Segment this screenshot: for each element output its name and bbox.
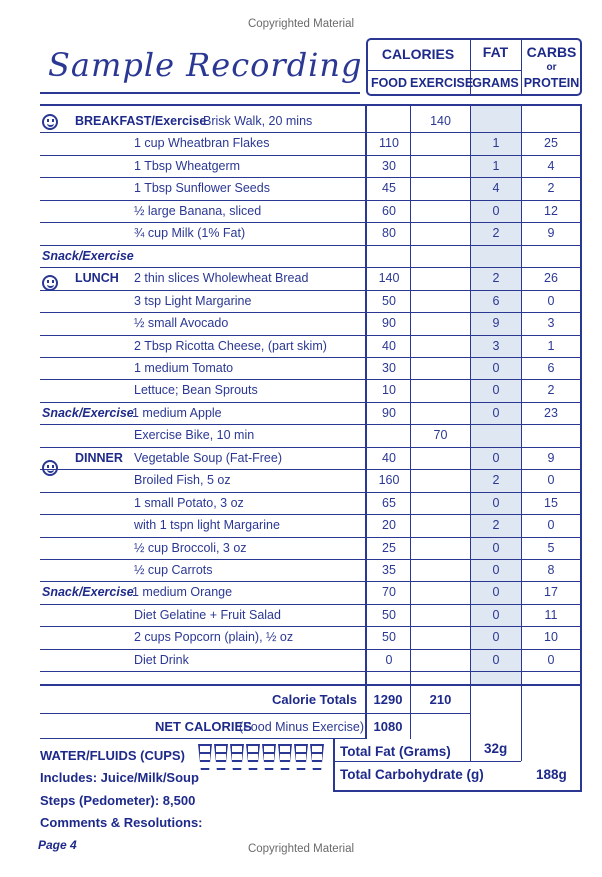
food-calorie-total: 1290 (373, 692, 403, 707)
food-calories: 40 (382, 450, 396, 465)
row-divider (40, 447, 581, 448)
row-divider (40, 492, 581, 493)
water-includes-text: Includes: Juice/Milk/Soup (40, 770, 199, 785)
water-cup-icon (246, 744, 260, 770)
carbs-grams: 23 (544, 405, 558, 420)
food-calories: 50 (382, 630, 396, 645)
smiley-icon (42, 275, 58, 291)
carbs-grams: 15 (544, 495, 558, 510)
row-divider (40, 469, 581, 470)
food-description: ½ cup Carrots (134, 563, 213, 577)
water-fluids-label: WATER/FLUIDS (CUPS) (40, 748, 185, 763)
row-divider (40, 514, 581, 515)
food-description: 1 medium Orange (132, 585, 233, 600)
net-calories-label: NET CALORIES (155, 719, 252, 734)
net-calories-note: (Food Minus Exercise) (239, 720, 365, 734)
row-divider (40, 424, 581, 425)
fat-grams: 0 (492, 405, 500, 420)
food-calories: 40 (382, 338, 396, 353)
steps-pedometer-text: Steps (Pedometer): 8,500 (40, 793, 196, 808)
copyright-notice-bottom: Copyrighted Material (247, 843, 355, 855)
row-divider (40, 581, 581, 582)
fat-grams: 0 (492, 203, 500, 218)
food-description: 1 small Potato, 3 oz (134, 495, 244, 510)
food-description: 2 thin slices Wholewheat Bread (134, 271, 309, 286)
food-description: ½ cup Broccoli, 3 oz (134, 540, 247, 555)
food-description: Vegetable Soup (Fat-Free) (134, 450, 282, 465)
carbs-grams: 5 (547, 540, 555, 555)
carbs-grams: 9 (547, 450, 555, 465)
exercise-calories: 70 (433, 428, 448, 443)
row-divider (40, 537, 581, 538)
water-cup-icon (310, 744, 324, 770)
row-divider (40, 626, 581, 627)
food-description: Lettuce; Bean Sprouts (134, 383, 258, 398)
carbs-grams: 10 (544, 630, 558, 645)
meal-label: LUNCH (75, 271, 119, 286)
food-description: ½ large Banana, sliced (134, 203, 262, 218)
food-calories: 25 (382, 540, 396, 555)
food-description: Broiled Fish, 5 oz (134, 473, 231, 488)
row-divider (40, 132, 581, 133)
water-cup-icon (198, 744, 212, 770)
food-calories: 30 (382, 158, 396, 173)
carbs-grams: 0 (547, 518, 555, 533)
exercise-calorie-total: 210 (429, 692, 452, 707)
row-divider (40, 222, 581, 223)
food-calories: 30 (382, 360, 396, 375)
carbs-grams: 4 (547, 158, 555, 173)
carbs-grams: 2 (547, 181, 555, 196)
water-cup-icon (294, 744, 308, 770)
food-calories: 90 (382, 316, 396, 331)
meal-label: Snack/Exercise (42, 248, 134, 263)
fat-header: FAT (482, 44, 509, 60)
copyright-notice-top: Copyrighted Material (247, 18, 355, 30)
food-calories: 10 (382, 383, 396, 398)
fat-grams: 0 (492, 383, 500, 398)
fat-grams: 0 (492, 652, 500, 667)
row-divider (40, 649, 581, 650)
food-description: 1 medium Tomato (134, 360, 234, 375)
carbs-grams: 2 (547, 383, 555, 398)
water-cup-icon (214, 744, 228, 770)
fat-grams: 2 (492, 473, 500, 488)
row-divider (40, 290, 581, 291)
food-description: 2 Tbsp Ricotta Cheese, (part skim) (134, 338, 327, 353)
row-divider (40, 402, 581, 403)
food-description: 1 cup Wheatbran Flakes (134, 136, 270, 151)
fat-grams: 0 (492, 450, 500, 465)
row-divider (40, 177, 581, 178)
fat-grams: 9 (492, 316, 500, 331)
meal-label: DINNER (75, 450, 123, 465)
carbs-grams: 6 (547, 360, 555, 375)
fat-grams: 2 (492, 226, 500, 241)
carbs-grams: 12 (544, 203, 558, 218)
food-calories: 90 (382, 405, 396, 420)
food-description: Exercise Bike, 10 min (134, 428, 255, 443)
food-header: FOOD (370, 76, 408, 90)
water-cup-icon (230, 744, 244, 770)
fat-grams: 0 (492, 540, 500, 555)
smiley-icon (42, 114, 58, 130)
water-cup-icon (262, 744, 276, 770)
fat-grams: 2 (492, 518, 500, 533)
food-calories: 65 (382, 495, 396, 510)
exercise-calories: 140 (430, 114, 451, 128)
exercise-header: EXERCISE (410, 76, 474, 90)
grams-header: GRAMS (472, 76, 519, 90)
food-description: Diet Drink (134, 652, 189, 667)
total-carbohydrate-label: Total Carbohydrate (g) (340, 767, 484, 782)
carbs-grams: 0 (547, 473, 555, 488)
food-description: ¾ cup Milk (1% Fat) (134, 226, 246, 241)
net-calories-value: 1080 (373, 719, 403, 734)
row-divider (40, 604, 581, 605)
row-divider (40, 155, 581, 156)
food-calories: 70 (382, 585, 396, 600)
fat-grams: 0 (492, 360, 500, 375)
row-divider (40, 559, 581, 560)
food-description: 1 medium Apple (132, 405, 222, 420)
carbs-grams: 0 (547, 293, 555, 308)
food-description: Brisk Walk, 20 mins (203, 114, 313, 128)
carbs-grams: 1 (547, 338, 555, 353)
carbs-grams: 17 (544, 585, 558, 600)
fat-grams: 1 (492, 158, 500, 173)
fat-grams: 0 (492, 607, 500, 622)
row-divider (40, 671, 581, 672)
food-calories: 110 (379, 136, 399, 151)
food-description: 1 Tbsp Wheatgerm (134, 158, 241, 173)
fat-grams: 6 (492, 293, 500, 308)
fat-grams: 3 (492, 338, 500, 353)
food-calories: 60 (382, 203, 396, 218)
carbs-grams: 0 (547, 652, 555, 667)
food-description: with 1 tspn light Margarine (134, 518, 280, 533)
total-carbohydrate-value: 188g (536, 767, 567, 782)
food-calories: 160 (378, 473, 400, 488)
food-calories: 80 (382, 226, 396, 241)
page-number: Page 4 (38, 838, 77, 852)
fat-grams: 2 (492, 271, 500, 286)
fat-grams: 0 (492, 495, 500, 510)
meal-label: Snack/Exercise (42, 585, 134, 600)
total-fat-value: 32g (484, 741, 508, 756)
fat-grams: 0 (492, 563, 500, 577)
protein-header: PROTEIN (523, 76, 580, 90)
carbs-grams: 11 (544, 607, 558, 622)
food-calories: 50 (382, 607, 396, 622)
carbs-grams: 9 (547, 226, 555, 241)
row-divider (40, 357, 581, 358)
row-divider (40, 312, 581, 313)
fat-grams: 4 (492, 181, 500, 196)
title-underline (40, 92, 360, 94)
carbs-header: CARBS (526, 44, 577, 60)
comments-resolutions-label: Comments & Resolutions: (40, 815, 203, 830)
fat-grams: 0 (492, 630, 500, 645)
or-header: or (546, 62, 557, 73)
row-divider (40, 267, 581, 268)
food-calories: 140 (378, 271, 400, 286)
row-divider (40, 200, 581, 201)
fat-grams: 0 (492, 585, 500, 600)
row-divider (40, 335, 581, 336)
meal-label: BREAKFAST/Exercise (75, 114, 207, 128)
water-cup-icon (278, 744, 292, 770)
food-calories: 35 (382, 563, 396, 577)
food-calories: 45 (382, 181, 396, 196)
carbs-grams: 25 (544, 136, 558, 151)
fat-grams: 1 (492, 136, 500, 151)
food-description: 2 cups Popcorn (plain), ½ oz (134, 630, 294, 645)
total-fat-label: Total Fat (Grams) (340, 744, 451, 759)
calories-header: CALORIES (381, 46, 455, 62)
row-divider (40, 379, 581, 380)
food-calories: 0 (385, 652, 393, 667)
smiley-icon (42, 460, 58, 476)
food-description: Diet Gelatine + Fruit Salad (134, 607, 281, 622)
calorie-totals-label: Calorie Totals (272, 692, 358, 707)
page-title: Sample Recording (48, 46, 363, 84)
food-description: 1 Tbsp Sunflower Seeds (134, 181, 270, 196)
meal-label: Snack/Exercise (42, 405, 134, 420)
food-description: 3 tsp Light Margarine (134, 293, 252, 308)
carbs-grams: 8 (547, 563, 555, 577)
food-calories: 50 (382, 293, 396, 308)
carbs-grams: 26 (544, 271, 558, 286)
carbs-grams: 3 (547, 316, 555, 331)
food-description: ½ small Avocado (134, 316, 229, 331)
row-divider (40, 245, 581, 246)
food-calories: 20 (382, 518, 396, 533)
